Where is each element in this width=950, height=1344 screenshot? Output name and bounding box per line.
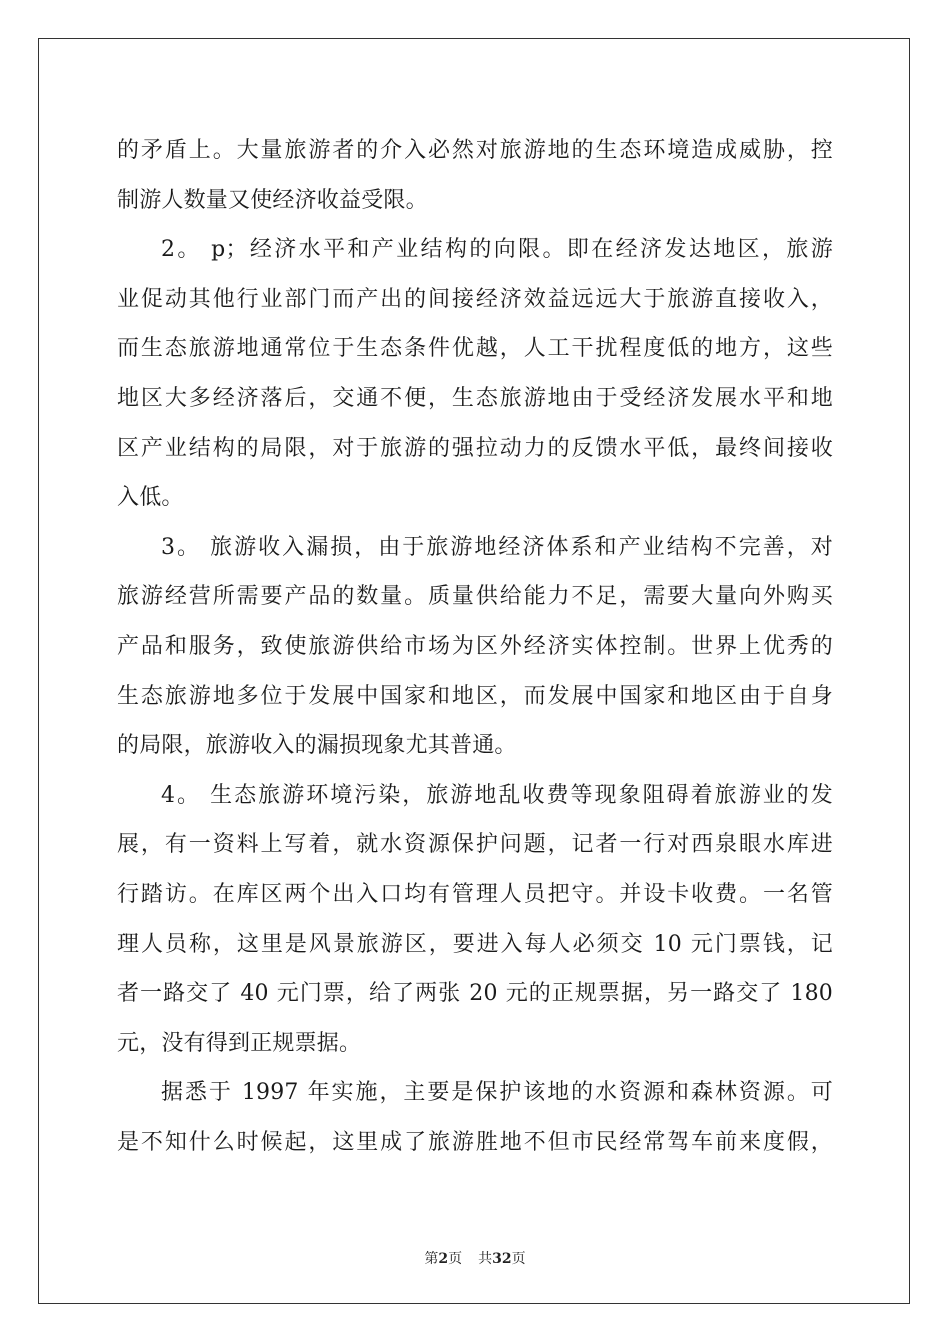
text-line: 入低。: [117, 485, 184, 511]
text-line: 元，没有得到正规票据。: [117, 1030, 362, 1056]
text-line: 者一路交了 40 元门票，给了两张 20 元的正规票据，另一路交了 180: [117, 981, 833, 1007]
total-pages: 32: [492, 1251, 512, 1267]
page-footer: [0, 1248, 950, 1268]
page-prefix: 第: [424, 1251, 439, 1267]
text-line: 是不知什么时候起，这里成了旅游胜地不但市民经常驾车前来度假，: [117, 1129, 833, 1155]
page-number: 2: [438, 1251, 449, 1267]
text-line: 2。 p；经济水平和产业结构的向限。即在经济发达地区，旅游: [161, 237, 833, 263]
text-line: 而生态旅游地通常位于生态条件优越，人工干扰程度低的地方，这些: [117, 336, 833, 362]
text-line: 据悉于 1997 年实施，主要是保护该地的水资源和森林资源。可: [161, 1080, 833, 1106]
total-suffix: 页: [511, 1251, 526, 1267]
text-line: 区产业结构的局限，对于旅游的强拉动力的反馈水平低，最终间接收: [117, 435, 833, 461]
text-line: 3。 旅游收入漏损，由于旅游地经济体系和产业结构不完善，对: [161, 534, 833, 560]
text-line: 4。 生态旅游环境污染，旅游地乱收费等现象阻碍着旅游业的发: [161, 782, 833, 808]
text-line: 生态旅游地多位于发展中国家和地区，而发展中国家和地区由于自身: [117, 683, 833, 709]
text-line: 制游人数量又使经济收益受限。: [117, 187, 428, 213]
text-line: 展，有一资料上写着，就水资源保护问题，记者一行对西泉眼水库进: [117, 832, 833, 858]
text-line: 旅游经营所需要产品的数量。质量供给能力不足，需要大量向外购买: [117, 584, 833, 610]
text-line: 产品和服务，致使旅游供给市场为区外经济实体控制。世界上优秀的: [117, 633, 833, 659]
document-body: [117, 126, 833, 1167]
text-line: 行踏访。在库区两个出入口均有管理人员把守。并设卡收费。一名管: [117, 881, 833, 907]
text-line: 的局限，旅游收入的漏损现象尤其普通。: [117, 733, 517, 759]
text-line: 的矛盾上。大量旅游者的介入必然对旅游地的生态环境造成威胁，控: [117, 138, 833, 163]
text-line: 地区大多经济落后，交通不便，生态旅游地由于受经济发展水平和地: [117, 385, 833, 411]
total-prefix: 共: [478, 1251, 493, 1267]
page-suffix: 页: [448, 1251, 463, 1267]
text-line: 理人员称，这里是风景旅游区，要进入每人必须交 10 元门票钱，记: [117, 931, 833, 957]
text-line: 业促动其他行业部门而产出的间接经济效益远远大于旅游直接收入，: [117, 286, 833, 312]
